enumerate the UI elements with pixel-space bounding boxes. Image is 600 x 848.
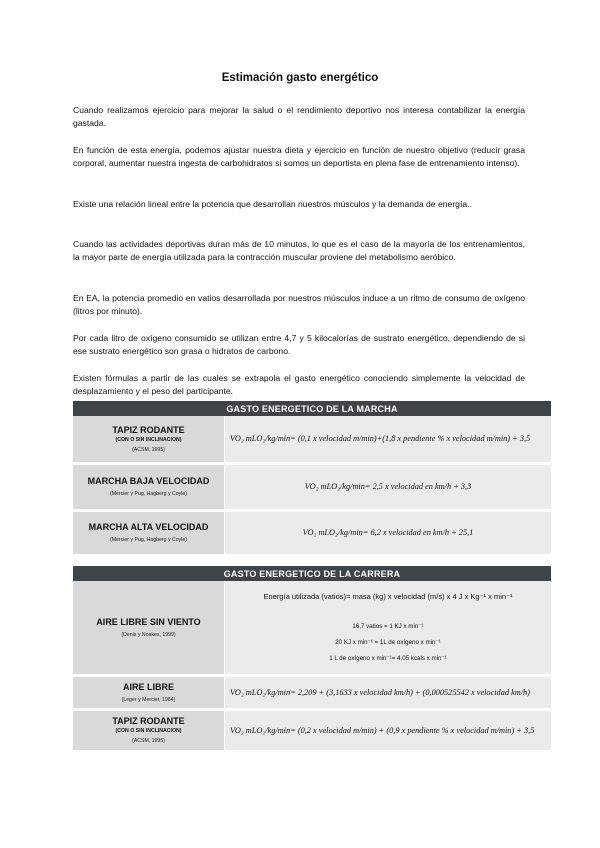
row-formula: VO₂ mLO₂/kg/min= (0,2 x velocidad m/min) + (0,9 x pendiente % x velocidad m/min) + 3,5 <box>225 709 552 751</box>
table-row <box>73 463 551 510</box>
row-source: (ACSM, 1995) <box>132 738 165 744</box>
paragraph-6: Por cada litro de oxígeno consumido se utilizan entre 4,7 y 5 kilocalorías de sustrato energético, dependiendo de si ese sustrato energético son grasa o hidratos de carbono. <box>73 333 525 356</box>
row-formula: VO₂ mLO₂/kg/min= 2,209 + (3,1633 x velocidad km/h) + (0,000525542 x velocidad km/h) <box>225 675 552 709</box>
row-source: (Mercier y Pug, Hagberg y Coyle) <box>110 491 187 497</box>
row-label <box>73 510 225 555</box>
formula-line: 1 L de oxígeno x min⁻¹= 4,05 kcals x min⁻¹ <box>329 655 447 663</box>
row-name: AIRE LIBRE SIN VIENTO <box>96 616 201 627</box>
marcha-table-header: GASTO ENERGETICO DE LA MARCHA <box>73 401 551 416</box>
row-source: (Mercier y Pug, Hagberg y Coyle) <box>110 537 187 543</box>
table-row <box>73 416 551 463</box>
table-row <box>73 510 551 555</box>
table-row <box>73 675 551 709</box>
paragraph-1: Cuando realizamos ejercicio para mejorar la salud o el rendimiento deportivo nos interesa contabilizar la energía gastada. <box>73 105 525 128</box>
row-label <box>73 709 225 751</box>
row-label <box>73 463 225 510</box>
table-row <box>73 581 551 675</box>
paragraph-2: En función de esta energía, podemos ajustar nuestra dieta y ejercicio en función de nuestro objetivo (reducir grasa corporal, aumentar nuestra ingesta de carbohidratos si somos un deportista en plena fase de entrenamiento intenso). <box>73 145 525 168</box>
row-formula: VO₂ mLO₂/kg/min= 6,2 x velocidad en km/h + 25,1 <box>225 510 552 555</box>
row-formula: VO₂ mLO₂/kg/min= 2,5 x velocidad en km/h + 3,3 <box>225 463 552 510</box>
row-name: TAPIZ RODANTE <box>112 716 185 726</box>
row-name: MARCHA BAJA VELOCIDAD <box>87 476 210 486</box>
table-row <box>73 709 551 751</box>
row-subtitle: (CON O SIN INCLINACION) <box>115 728 182 734</box>
formula-line: 16,7 vatios = 1 KJ x min⁻¹ <box>352 623 424 631</box>
paragraph-4: Cuando las actividades deportivas duran más de 10 minutos, lo que es el caso de la mayoría de los entrenamientos, la mayor parte de energía utilizada para la contracción muscular proviene del metabolismo aeróbico. <box>73 239 525 262</box>
row-name: AIRE LIBRE <box>122 681 174 692</box>
paragraph-7: Existen fórmulas a partir de las cuales se extrapola el gasto energético conociendo simplemente la velocidad de desplazamiento y el peso del participante. <box>73 373 525 396</box>
row-name: MARCHA ALTA VELOCIDAD <box>88 522 209 532</box>
row-label <box>73 581 225 675</box>
row-formula <box>225 581 552 675</box>
row-label <box>73 675 225 709</box>
row-source: (Denis y Noakes, 1999) <box>121 631 176 638</box>
marcha-table <box>73 401 551 557</box>
row-source: (ACSM, 1995) <box>132 446 165 453</box>
formula-line: Energía utilizada (vatios)= masa (kg) x velocidad (m/s) x 4 J x Kg⁻¹ x min⁻¹ <box>263 592 513 602</box>
formula-line: 20 KJ x min⁻¹ = 1L de oxígeno x min⁻¹ <box>335 639 441 647</box>
row-subtitle: (CON O SIN INCLINACION) <box>115 436 182 443</box>
carrera-table <box>73 566 551 753</box>
row-formula: VO₂ mLO₂/kg/min= (0,1 x velocidad m/min)+(1,8 x pendiente % x velocidad m/min) + 3,5 <box>225 416 552 463</box>
paragraph-5: En EA, la potencia promedio en vatios desarrollada por nuestros músculos induce a un ritmo de consumo de oxígeno (litros por minuto). <box>73 293 525 316</box>
page-title: Estimación gasto energético <box>221 72 379 84</box>
paragraph-3: Existe una relación lineal entre la potencia que desarrollan nuestros músculos y la demanda de energía.. <box>73 199 472 209</box>
row-name: TAPIZ RODANTE <box>112 424 185 435</box>
row-source: (Leger y Mercier, 1984) <box>121 696 176 703</box>
row-label <box>73 416 225 463</box>
carrera-table-header: GASTO ENERGETICO DE LA CARRERA <box>73 566 551 581</box>
